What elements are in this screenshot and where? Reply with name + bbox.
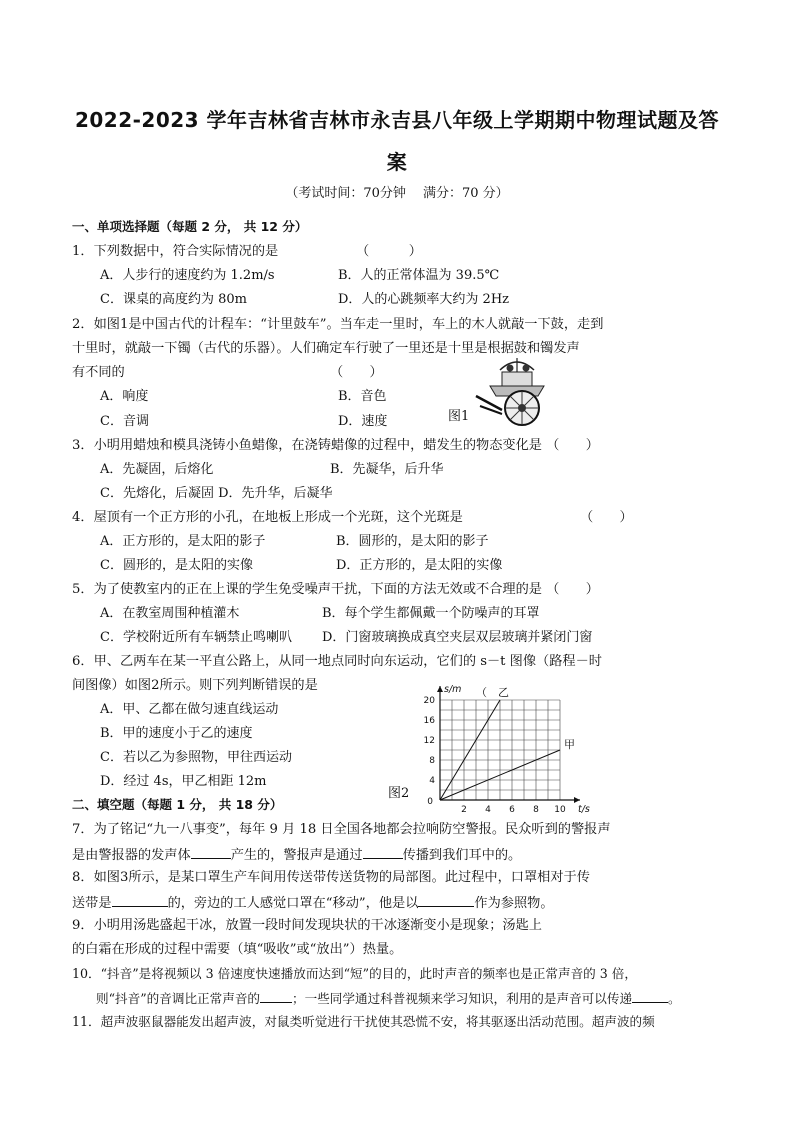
question-1-stem: 1．下列数据中，符合实际情况的是 [72, 244, 279, 259]
q1-option-a: A．人步行的速度约为 1.2m/s [100, 268, 275, 283]
q6-option-b: B．甲的速度小于乙的速度 [100, 726, 253, 741]
figure-2-label: 图2 [388, 786, 410, 801]
q2-option-a: A．响度 [100, 389, 149, 404]
page-title: 2022-2023 学年吉林省吉林市永吉县八年级上学期期中物理试题及答 [74, 108, 720, 132]
q4-option-d: D．正方形的，是太阳的实像 [336, 558, 503, 573]
q2-option-c: C．音调 [100, 414, 149, 429]
question-8-line-1: 8．如图3所示，是某口罩生产车间用传送带传送货物的局部图。此过程中，口罩相对于传 [72, 870, 590, 885]
x-axis-label: t/s [578, 804, 590, 815]
q7-text-b: 产生的，警报声是通过 [230, 848, 363, 863]
q8-blank-1[interactable] [112, 893, 168, 907]
x-tick-label: 2 [461, 805, 467, 815]
q10-blank-2[interactable] [632, 989, 668, 1003]
exam-info: （考试时间：70分钟 满分：70 分） [285, 186, 509, 201]
q2-option-d: D．速度 [338, 414, 388, 429]
q1-option-c: C．课桌的高度约为 80m [100, 292, 247, 307]
question-10-line-2 [96, 989, 681, 1008]
y-tick-label: 8 [429, 756, 435, 766]
section-heading-2: 二、填空题（每题 1 分， 共 18 分） [72, 797, 283, 812]
q10-text-c: 。 [668, 991, 681, 1006]
q1-option-b: B．人的正常体温为 39.5℃ [338, 268, 500, 283]
q6-option-a: A．甲、乙都在做匀速直线运动 [100, 702, 279, 717]
question-5-stem: 5．为了使教室内的正在上课的学生免受噪声干扰，下面的方法无效或不合理的是 （ ） [72, 582, 599, 597]
q10-text-b: ；一些同学通过科普视频来学习知识，利用的是声音可以传递 [292, 991, 633, 1006]
q3-option-cd: C．先熔化，后凝固 D．先升华，后凝华 [100, 486, 333, 501]
y-axis-arrow [437, 686, 443, 692]
q10-text-a: 则“抖音”的音调比正常声音的 [96, 991, 261, 1006]
q7-text-a: 是由警报器的发声体 [72, 848, 191, 863]
question-2-stem-2: 十里时，就敲一下镯（古代的乐器）。人们确定车行驶了一里还是十里是根据鼓和镯发声 [72, 341, 580, 356]
q5-option-c: C．学校附近所有车辆禁止鸣喇叭 [100, 630, 292, 645]
q5-option-b: B．每个学生都佩戴一个防噪声的耳罩 [322, 606, 540, 621]
q1-option-d: D．人的心跳频率大约为 2Hz [338, 292, 510, 307]
q3-option-a: A．先凝固，后熔化 [100, 462, 214, 477]
q10-blank-1[interactable] [260, 989, 292, 1003]
question-8-line-2 [72, 893, 554, 913]
q7-blank-2[interactable] [363, 845, 403, 859]
question-3-stem: 3．小明用蜡烛和模具浇铸小鱼蜡像，在浇铸蜡像的过程中，蜡发生的物态变化是 （ ） [72, 438, 599, 453]
origin-label: 0 [427, 797, 433, 807]
q4-option-b: B．圆形的，是太阳的影子 [336, 534, 489, 549]
q8-text-b: 的，旁边的工人感觉口罩在“移动”，他是以 [167, 896, 419, 911]
question-6-stem-2: 间图像）如图2所示。则下列判断错误的是 [72, 678, 318, 693]
st-graph-chart [410, 672, 610, 818]
q7-blank-1[interactable] [191, 845, 231, 859]
q5-option-d: D．门窗玻璃换成真空夹层双层玻璃并紧闭门窗 [322, 630, 593, 645]
y-axis-label: s/m [444, 684, 462, 695]
x-tick-label: 6 [509, 805, 515, 815]
x-tick-label: 8 [533, 805, 539, 815]
section-heading-1: 一、单项选择题（每题 2 分， 共 12 分） [72, 219, 308, 234]
x-tick-label: 10 [554, 805, 566, 815]
question-1-paren: （ ） [356, 244, 422, 259]
question-2-paren: （ ） [330, 365, 383, 380]
question-9-line-1: 9．小明用汤匙盛起干冰，放置一段时间发现块状的干冰逐渐变小是现象；汤匙上 [72, 918, 542, 933]
question-6-stem-1: 6．甲、乙两车在某一平直公路上，从同一地点同时向东运动，它们的 s－t 图像（路程－时 [72, 654, 602, 669]
q2-option-b: B．音色 [338, 389, 387, 404]
series-label-jia: 甲 [564, 738, 575, 751]
series-label-yi: （ 乙 [476, 686, 509, 699]
question-7-line-2 [72, 845, 521, 865]
question-10-line-1: 10．“抖音”是将视频以 3 倍速度快速播放而达到“短”的目的，此时声音的频率也是正常声音的 3 倍， [72, 966, 637, 981]
q8-blank-2[interactable] [418, 893, 474, 907]
y-tick-label: 4 [429, 776, 435, 786]
y-tick-label: 20 [423, 696, 435, 706]
q5-option-a: A．在教室周围种植灌木 [100, 606, 240, 621]
q4-option-a: A．正方形的，是太阳的影子 [100, 534, 266, 549]
question-4-paren: （ ） [580, 510, 633, 525]
drum-cart-illustration [472, 352, 562, 432]
page-title-cont: 案 [386, 150, 408, 174]
q6-option-c: C．若以乙为参照物，甲往西运动 [100, 750, 292, 765]
q3-option-b: B．先凝华，后升华 [330, 462, 444, 477]
question-11-line-1: 11．超声波驱鼠器能发出超声波，对鼠类听觉进行干扰使其恐慌不安，将其驱逐出活动范围。超声波的频 [72, 1014, 655, 1029]
y-tick-label: 12 [423, 736, 435, 746]
q8-text-c: 作为参照物。 [474, 896, 554, 911]
x-tick-label: 4 [485, 805, 491, 815]
question-2-stem-3: 有不同的 [72, 365, 125, 380]
q8-text-a: 送带是 [72, 896, 112, 911]
q7-text-c: 传播到我们耳中的。 [402, 848, 522, 863]
question-7-line-1: 7．为了铭记“九一八事变”，每年 9 月 18 日全国各地都会拉响防空警报。民众听到的警报声 [72, 822, 611, 837]
y-tick-label: 16 [423, 716, 435, 726]
q4-option-c: C．圆形的，是太阳的实像 [100, 558, 253, 573]
question-2-stem-1: 2．如图1是中国古代的计程车：“计里鼓车”。当车走一里时，车上的木人就敲一下鼓，走到 [72, 317, 604, 332]
q6-option-d: D．经过 4s，甲乙相距 12m [100, 774, 267, 789]
question-9-line-2: 的白霜在形成的过程中需要（填“吸收”或“放出”）热量。 [72, 942, 403, 957]
x-axis-arrow [574, 797, 580, 803]
question-4-stem: 4．屋顶有一个正方形的小孔，在地板上形成一个光斑，这个光斑是 [72, 510, 463, 525]
figure-1-label: 图1 [448, 409, 470, 424]
